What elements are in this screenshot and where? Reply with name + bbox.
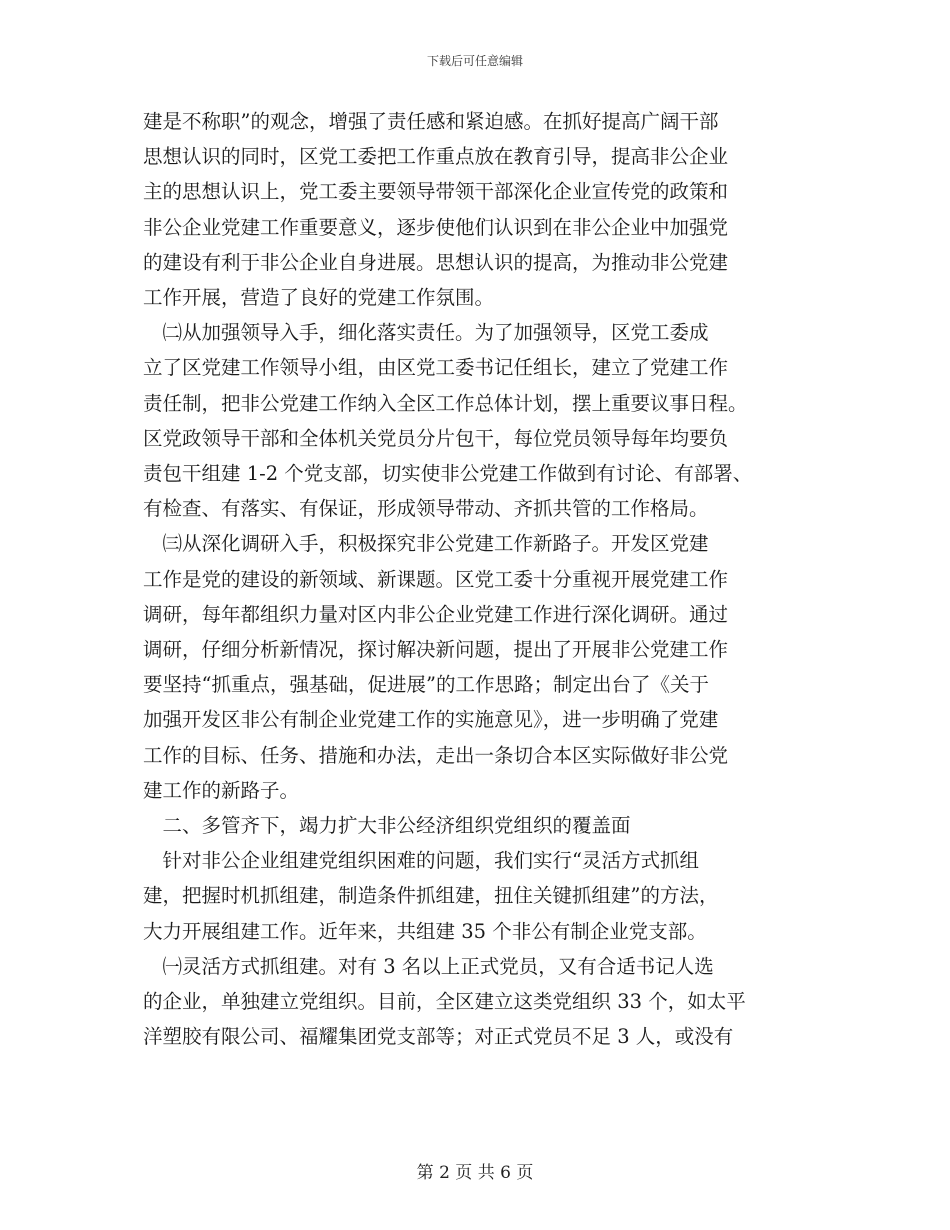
text-line: 洋塑胶有限公司、福耀集团党支部等；对正式党员不足 3 人，或没有 [143,1025,734,1049]
text-line: 的企业，单独建立党组织。目前，全区建立这类党组织 33 个，如太平 [143,990,746,1014]
text-line: 建工作的新路子。 [143,778,300,802]
text-line: ㈡从加强领导入手，细化落实责任。为了加强领导，区党工委成 [143,321,709,345]
page-footer: 第 2 页 共 6 页 [416,1163,534,1183]
text-line: 思想认识的同时，区党工委把工作重点放在教育引导，提高非公企业 [143,145,729,169]
text-line: 有检查、有落实、有保证，形成领导带动、齐抓共管的工作格局。 [143,497,709,521]
text-line: 工作开展，营造了良好的党建工作氛围。 [143,286,495,310]
text-line: 责任制，把非公党建工作纳入全区工作总体计划，摆上重要议事日程。 [143,391,748,415]
text-line: 工作的目标、任务、措施和办法，走出一条切合本区实际做好非公党 [143,743,729,767]
text-line: 责包干组建 1-2 个党支部，切实使非公党建工作做到有讨论、有部署、 [143,462,753,486]
text-line: 针对非公企业组建党组织困难的问题，我们实行“灵活方式抓组 [143,849,699,873]
text-line: 非公企业党建工作重要意义，逐步使他们认识到在非公企业中加强党 [143,215,729,239]
page-header: 下载后可任意编辑 [426,54,523,68]
text-line: 建是不称职”的观念，增强了责任感和紧迫感。在抓好提高广阔干部 [143,110,719,133]
text-line: ㈠灵活方式抓组建。对有 3 名以上正式党员，又有合适书记人选 [143,954,714,978]
text-line: 大力开展组建工作。近年来，共组建 35 个非公有制企业党支部。 [143,919,707,943]
text-line: 区党政领导干部和全体机关党员分片包干，每位党员领导每年均要负 [143,426,729,450]
text-line: 要坚持“抓重点，强基础，促进展”的工作思路；制定出台了《关于 [143,673,709,697]
text-line: 主的思想认识上，党工委主要领导带领干部深化企业宣传党的政策和 [143,180,729,204]
text-line: 工作是党的建设的新领域、新课题。区党工委十分重视开展党建工作 [143,567,729,591]
text-line: 立了区党建工作领导小组，由区党工委书记任组长，建立了党建工作 [143,356,729,380]
text-line: 建，把握时机抓组建，制造条件抓组建，扭住关键抓组建”的方法， [143,884,719,908]
text-line: 的建设有利于非公企业自身进展。思想认识的提高，为推动非公党建 [143,250,729,274]
text-line: 调研，仔细分析新情况，探讨解决新问题，提出了开展非公党建工作 [143,638,729,662]
text-line: 调研，每年都组织力量对区内非公企业党建工作进行深化调研。通过 [143,602,729,626]
body-text [143,104,803,1054]
text-line: ㈢从深化调研入手，积极探究非公党建工作新路子。开发区党建 [143,532,709,556]
section-heading: 二、多管齐下，竭力扩大非公经济组织党组织的覆盖面 [143,814,631,838]
text-line: 加强开发区非公有制企业党建工作的实施意见》，进一步明确了党建 [143,708,719,732]
